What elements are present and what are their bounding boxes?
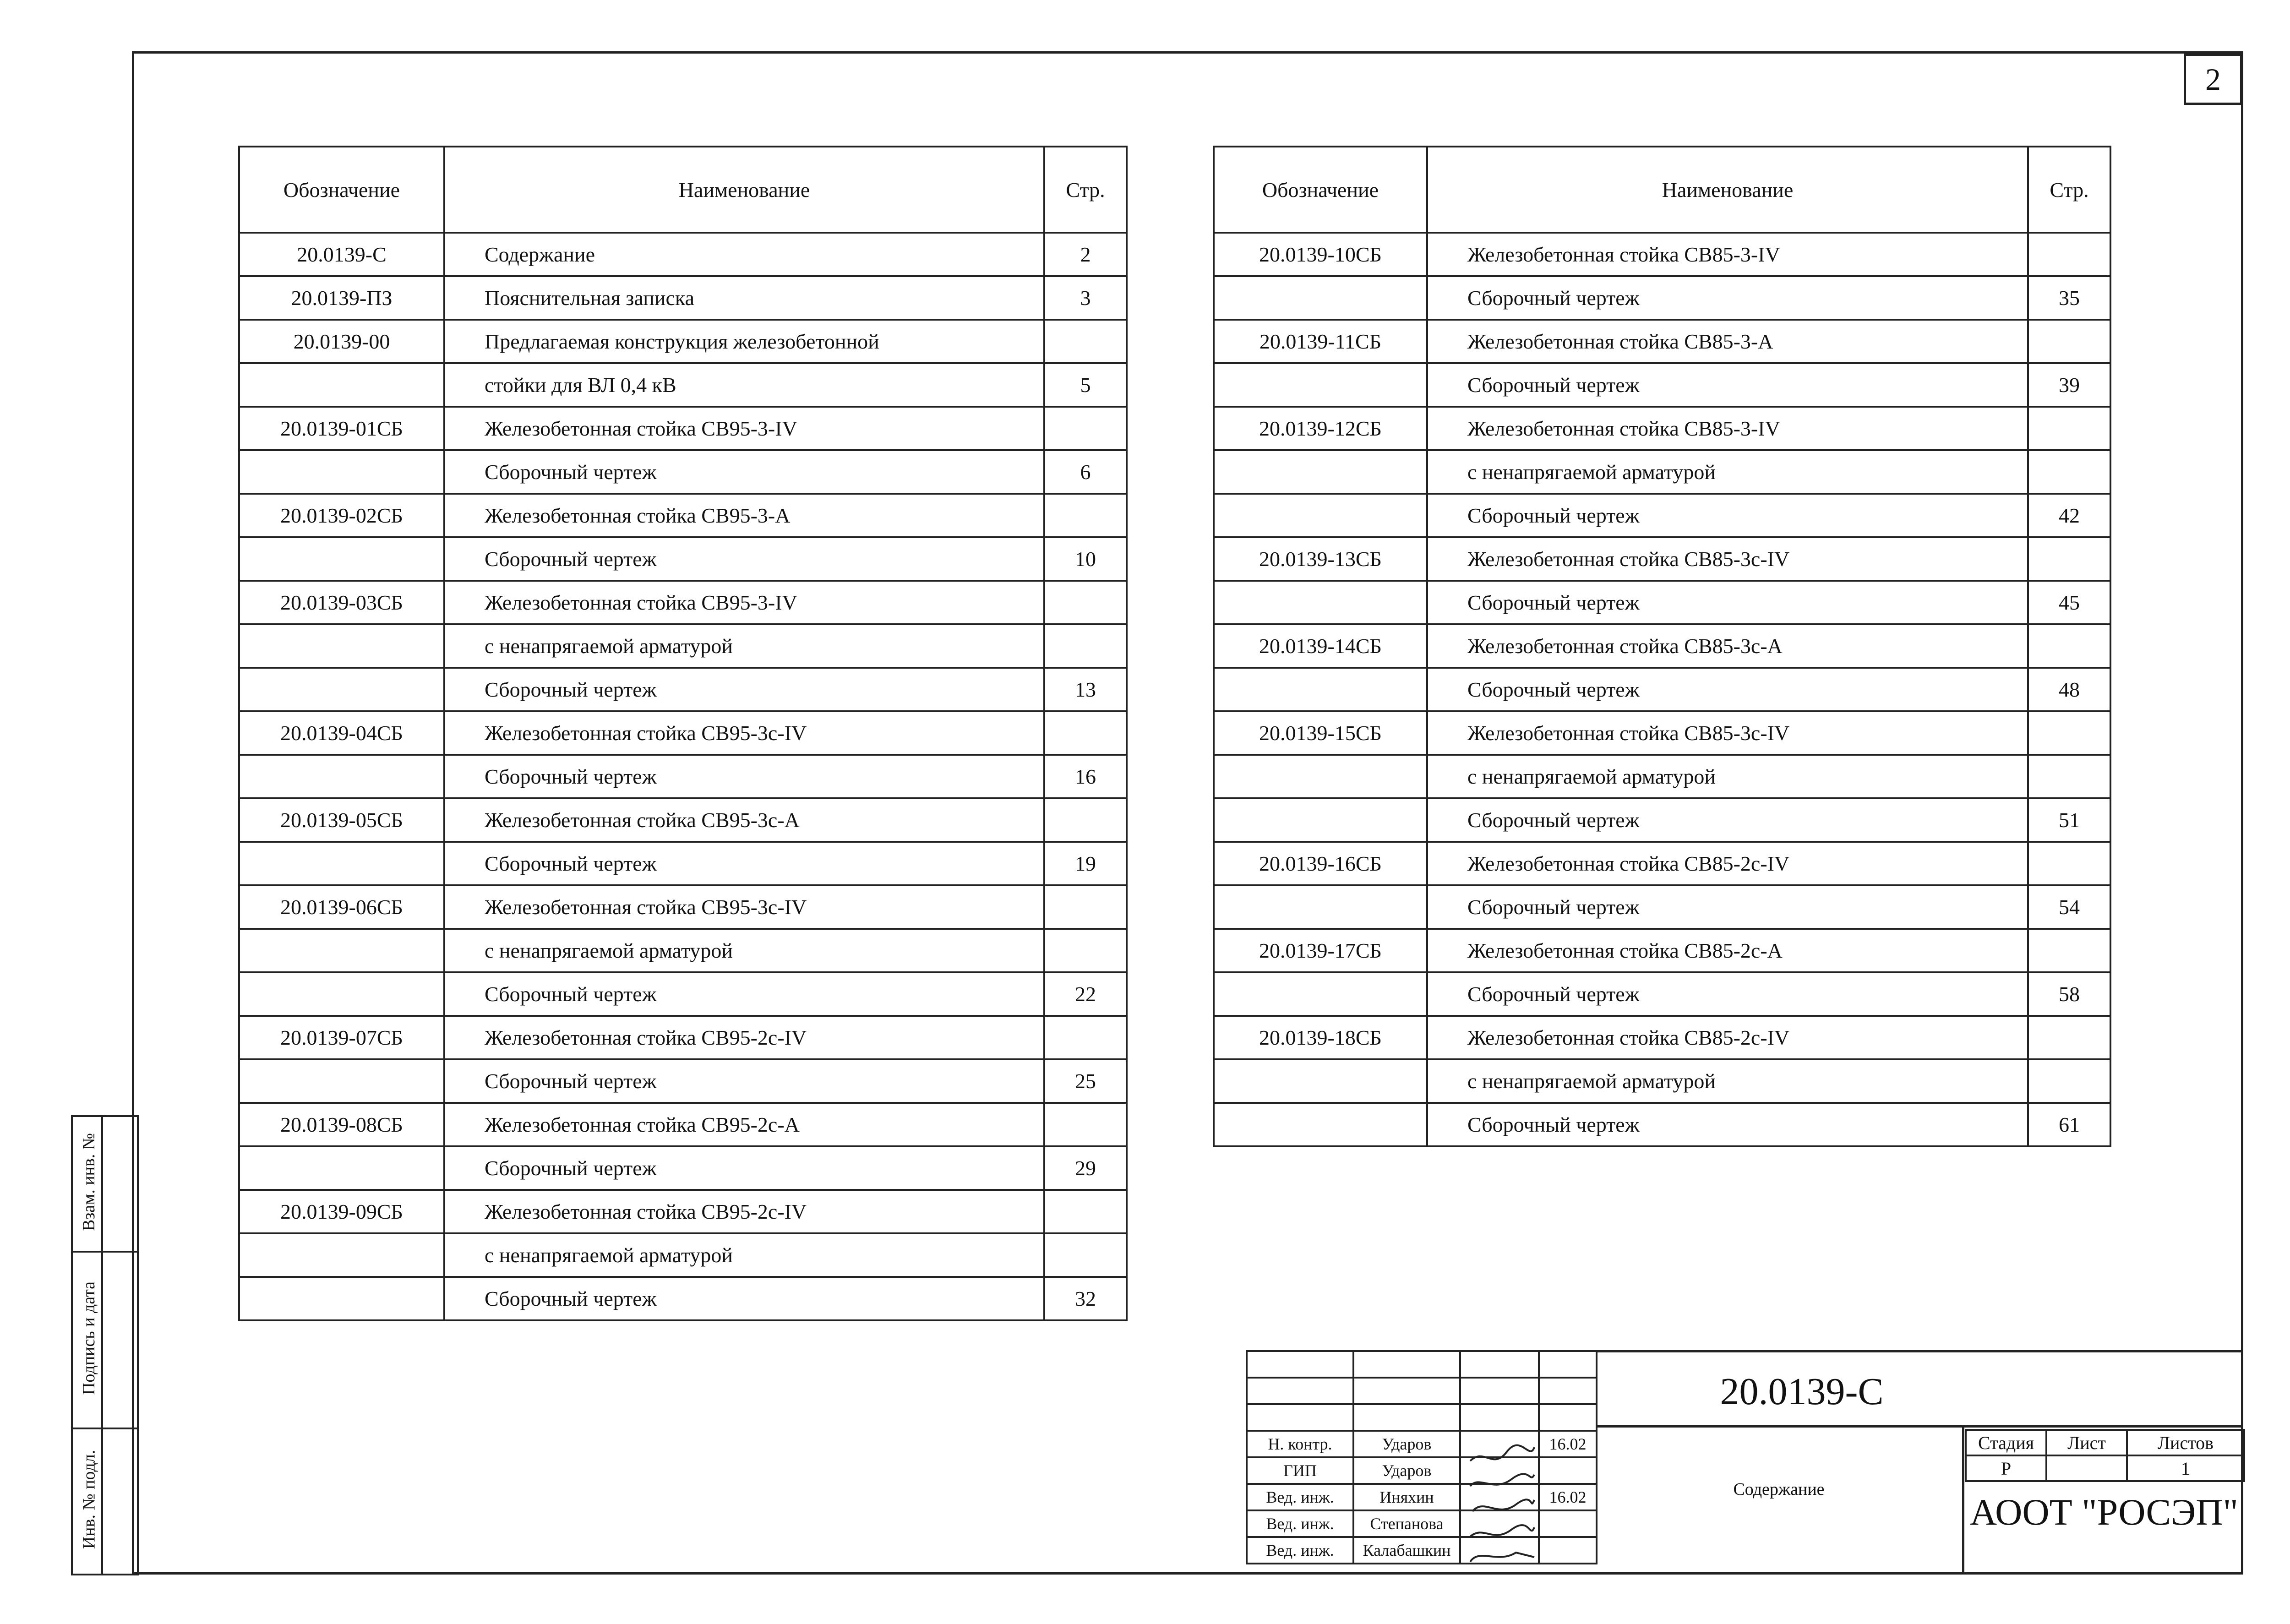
contents-table-left xyxy=(238,146,1128,1321)
cell-code: 20.0139-ПЗ xyxy=(239,276,444,320)
signer-row xyxy=(1247,1431,1597,1457)
table-row xyxy=(239,363,1127,407)
stage-sheet-table xyxy=(1965,1429,2245,1482)
title-block-signatures xyxy=(1246,1350,1598,1564)
signer-name: Калабашкин xyxy=(1353,1537,1460,1564)
cell-page: 42 xyxy=(2028,494,2110,537)
cell-page: 45 xyxy=(2028,581,2110,624)
table-row xyxy=(1214,1016,2110,1059)
cell-code xyxy=(1214,363,1427,407)
table-row xyxy=(1214,755,2110,798)
table-row xyxy=(1214,320,2110,363)
cell-code: 20.0139-12СБ xyxy=(1214,407,1427,450)
header-page: Стр. xyxy=(1044,147,1127,233)
cell-name: Железобетонная стойка СВ95-3с-А xyxy=(444,798,1044,842)
cell-code xyxy=(239,1277,444,1320)
cell-page: 13 xyxy=(1044,668,1127,711)
cell-page: 2 xyxy=(1044,233,1127,276)
cell-name: Железобетонная стойка СВ85-3с-IV xyxy=(1427,537,2028,581)
cell-code xyxy=(239,363,444,407)
header-code: Обозначение xyxy=(239,147,444,233)
table-row xyxy=(1214,711,2110,755)
cell-page xyxy=(1044,711,1127,755)
header-code: Обозначение xyxy=(1214,147,1427,233)
signer-role: Вед. инж. xyxy=(1247,1484,1353,1510)
cell-page: 3 xyxy=(1044,276,1127,320)
document-id: 20.0139-С xyxy=(1720,1370,1884,1413)
signer-date xyxy=(1539,1537,1597,1564)
vzam-inv-value-cell xyxy=(101,1115,139,1253)
table-row xyxy=(1214,407,2110,450)
sheet-value xyxy=(2046,1455,2127,1481)
cell-code xyxy=(239,624,444,668)
cell-code xyxy=(239,1059,444,1103)
cell-name: Сборочный чертеж xyxy=(1427,581,2028,624)
cell-page: 5 xyxy=(1044,363,1127,407)
stage-value: Р xyxy=(1966,1455,2046,1481)
cell-page xyxy=(2028,755,2110,798)
cell-code xyxy=(1214,1103,1427,1146)
table-row xyxy=(239,320,1127,363)
signer-name: Иняхин xyxy=(1353,1484,1460,1510)
sheet-number: 2 xyxy=(2184,54,2242,105)
cell-name: Железобетонная стойка СВ95-3с-IV xyxy=(444,885,1044,929)
table-row xyxy=(239,668,1127,711)
cell-name: Пояснительная записка xyxy=(444,276,1044,320)
cell-page xyxy=(1044,1016,1127,1059)
cell-name: Сборочный чертеж xyxy=(1427,972,2028,1016)
vzam-inv-label-cell xyxy=(71,1115,103,1253)
cell-name: Железобетонная стойка СВ95-3с-IV xyxy=(444,711,1044,755)
cell-code: 20.0139-00 xyxy=(239,320,444,363)
cell-code xyxy=(239,842,444,885)
contents-table-right xyxy=(1213,146,2111,1147)
podpis-data-label-cell xyxy=(71,1251,103,1429)
signer-date xyxy=(1539,1510,1597,1537)
signer-name: Ударов xyxy=(1353,1457,1460,1484)
cell-code: 20.0139-18СБ xyxy=(1214,1016,1427,1059)
inv-podl-value-cell xyxy=(101,1428,139,1575)
cell-name: Железобетонная стойка СВ85-3-IV xyxy=(1427,407,2028,450)
table-row xyxy=(1214,929,2110,972)
table-row xyxy=(239,624,1127,668)
podpis-data-label: Подпись и дата xyxy=(79,1281,98,1395)
cell-page xyxy=(2028,929,2110,972)
signer-date: 16.02 xyxy=(1539,1431,1597,1457)
cell-code: 20.0139-10СБ xyxy=(1214,233,1427,276)
cell-name: Сборочный чертеж xyxy=(444,537,1044,581)
cell-name: Сборочный чертеж xyxy=(444,1277,1044,1320)
cell-name: Железобетонная стойка СВ95-3-IV xyxy=(444,581,1044,624)
header-page: Стр. xyxy=(2028,147,2110,233)
table-row xyxy=(239,1103,1127,1146)
table-row xyxy=(239,1190,1127,1233)
cell-page: 51 xyxy=(2028,798,2110,842)
cell-code: 20.0139-02СБ xyxy=(239,494,444,537)
signer-name: Ударов xyxy=(1353,1431,1460,1457)
cell-code: 20.0139-15СБ xyxy=(1214,711,1427,755)
cell-name: Железобетонная стойка СВ85-3с-IV xyxy=(1427,711,2028,755)
cell-code xyxy=(239,1233,444,1277)
cell-name: с ненапрягаемой арматурой xyxy=(1427,450,2028,494)
cell-code: 20.0139-05СБ xyxy=(239,798,444,842)
cell-name: Железобетонная стойка СВ85-3-А xyxy=(1427,320,2028,363)
cell-code: 20.0139-16СБ xyxy=(1214,842,1427,885)
cell-page: 6 xyxy=(1044,450,1127,494)
cell-name: с ненапрягаемой арматурой xyxy=(1427,1059,2028,1103)
blank-row xyxy=(1247,1404,1597,1431)
cell-name: Сборочный чертеж xyxy=(444,450,1044,494)
signer-row xyxy=(1247,1510,1597,1537)
signer-role: Вед. инж. xyxy=(1247,1537,1353,1564)
cell-name: Железобетонная стойка СВ95-2с-А xyxy=(444,1103,1044,1146)
cell-code xyxy=(1214,798,1427,842)
cell-name: Сборочный чертеж xyxy=(1427,363,2028,407)
table-row xyxy=(239,1146,1127,1190)
cell-code xyxy=(239,972,444,1016)
cell-page xyxy=(2028,537,2110,581)
cell-page: 29 xyxy=(1044,1146,1127,1190)
table-row xyxy=(239,581,1127,624)
cell-code xyxy=(239,450,444,494)
table-row xyxy=(239,842,1127,885)
cell-code: 20.0139-11СБ xyxy=(1214,320,1427,363)
cell-page xyxy=(1044,320,1127,363)
inv-podl-label: Инв. № подл. xyxy=(79,1450,99,1549)
table-row xyxy=(1214,363,2110,407)
table-row xyxy=(1214,450,2110,494)
cell-code: 20.0139-03СБ xyxy=(239,581,444,624)
cell-code xyxy=(1214,885,1427,929)
signer-date xyxy=(1539,1457,1597,1484)
table-row xyxy=(239,1277,1127,1320)
cell-page xyxy=(1044,624,1127,668)
sheets-value: 1 xyxy=(2127,1455,2244,1481)
title-block-divider xyxy=(1596,1425,2243,1428)
cell-code: 20.0139-04СБ xyxy=(239,711,444,755)
cell-page xyxy=(2028,233,2110,276)
cell-name: Предлагаемая конструкция железобетонной xyxy=(444,320,1044,363)
signer-row xyxy=(1247,1457,1597,1484)
cell-page xyxy=(2028,711,2110,755)
cell-code: 20.0139-17СБ xyxy=(1214,929,1427,972)
table-row xyxy=(239,537,1127,581)
table-row xyxy=(1214,798,2110,842)
cell-page: 19 xyxy=(1044,842,1127,885)
company-name: АООТ "РОСЭП" xyxy=(1970,1491,2238,1533)
cell-page xyxy=(2028,407,2110,450)
table-row xyxy=(1214,233,2110,276)
cell-page: 39 xyxy=(2028,363,2110,407)
title-block-vertical-divider xyxy=(1962,1425,1964,1575)
signature-scribbles xyxy=(1466,1443,1539,1566)
cell-code: 20.0139-С xyxy=(239,233,444,276)
cell-page: 10 xyxy=(1044,537,1127,581)
header-name: Наименование xyxy=(444,147,1044,233)
cell-code xyxy=(239,755,444,798)
table-row xyxy=(1214,581,2110,624)
table-row xyxy=(1214,972,2110,1016)
cell-page: 54 xyxy=(2028,885,2110,929)
table-row xyxy=(239,1059,1127,1103)
cell-code xyxy=(1214,581,1427,624)
table-row xyxy=(239,711,1127,755)
cell-code xyxy=(1214,276,1427,320)
cell-name: Сборочный чертеж xyxy=(1427,798,2028,842)
cell-name: Железобетонная стойка СВ85-3-IV xyxy=(1427,233,2028,276)
table-row xyxy=(239,885,1127,929)
table-row xyxy=(239,494,1127,537)
cell-name: Сборочный чертеж xyxy=(444,972,1044,1016)
cell-code: 20.0139-08СБ xyxy=(239,1103,444,1146)
table-row xyxy=(239,276,1127,320)
sheet-title: Содержание xyxy=(1733,1480,1825,1499)
signer-row xyxy=(1247,1537,1597,1564)
cell-code: 20.0139-01СБ xyxy=(239,407,444,450)
cell-code xyxy=(1214,668,1427,711)
cell-page xyxy=(1044,407,1127,450)
table-row xyxy=(239,929,1127,972)
signer-role: ГИП xyxy=(1247,1457,1353,1484)
cell-page xyxy=(1044,798,1127,842)
table-row xyxy=(239,755,1127,798)
cell-page: 58 xyxy=(2028,972,2110,1016)
cell-name: Сборочный чертеж xyxy=(444,1146,1044,1190)
blank-row xyxy=(1247,1351,1597,1378)
table-row xyxy=(239,798,1127,842)
table-row xyxy=(1214,1103,2110,1146)
stage-label: Стадия xyxy=(1966,1430,2046,1455)
table-row xyxy=(1214,276,2110,320)
cell-page: 25 xyxy=(1044,1059,1127,1103)
cell-code: 20.0139-06СБ xyxy=(239,885,444,929)
header-name: Наименование xyxy=(1427,147,2028,233)
cell-name: Сборочный чертеж xyxy=(1427,668,2028,711)
cell-name: Железобетонная стойка СВ95-2с-IV xyxy=(444,1190,1044,1233)
left-margin-strip xyxy=(71,1115,139,1575)
table-row xyxy=(1214,537,2110,581)
signer-date: 16.02 xyxy=(1539,1484,1597,1510)
table-row xyxy=(1214,885,2110,929)
cell-page: 22 xyxy=(1044,972,1127,1016)
cell-page xyxy=(1044,581,1127,624)
cell-code xyxy=(239,1146,444,1190)
cell-name: стойки для ВЛ 0,4 кВ xyxy=(444,363,1044,407)
blank-row xyxy=(1247,1378,1597,1404)
cell-page: 48 xyxy=(2028,668,2110,711)
cell-name: Содержание xyxy=(444,233,1044,276)
cell-page xyxy=(1044,885,1127,929)
signer-name: Степанова xyxy=(1353,1510,1460,1537)
cell-name: Сборочный чертеж xyxy=(444,1059,1044,1103)
cell-code xyxy=(1214,450,1427,494)
cell-name: Железобетонная стойка СВ95-2с-IV xyxy=(444,1016,1044,1059)
cell-name: Железобетонная стойка СВ85-2с-IV xyxy=(1427,842,2028,885)
cell-page: 32 xyxy=(1044,1277,1127,1320)
cell-name: Сборочный чертеж xyxy=(1427,276,2028,320)
cell-code xyxy=(1214,494,1427,537)
cell-name: с ненапрягаемой арматурой xyxy=(444,624,1044,668)
cell-page xyxy=(2028,842,2110,885)
signer-role: Вед. инж. xyxy=(1247,1510,1353,1537)
cell-page xyxy=(2028,624,2110,668)
table-row xyxy=(239,1233,1127,1277)
table-row xyxy=(239,450,1127,494)
cell-name: с ненапрягаемой арматурой xyxy=(444,929,1044,972)
cell-name: Сборочный чертеж xyxy=(1427,1103,2028,1146)
cell-name: Сборочный чертеж xyxy=(444,755,1044,798)
cell-code xyxy=(239,537,444,581)
cell-page xyxy=(2028,1016,2110,1059)
cell-code xyxy=(239,929,444,972)
cell-name: Железобетонная стойка СВ95-3-IV xyxy=(444,407,1044,450)
cell-page xyxy=(1044,1103,1127,1146)
table-row xyxy=(1214,1059,2110,1103)
cell-code xyxy=(1214,972,1427,1016)
signer-role: Н. контр. xyxy=(1247,1431,1353,1457)
cell-code xyxy=(1214,755,1427,798)
cell-page: 61 xyxy=(2028,1103,2110,1146)
table-row xyxy=(239,1016,1127,1059)
cell-name: Железобетонная стойка СВ85-3с-А xyxy=(1427,624,2028,668)
cell-code: 20.0139-07СБ xyxy=(239,1016,444,1059)
table-row xyxy=(1214,668,2110,711)
podpis-data-value-cell xyxy=(101,1251,139,1429)
cell-code xyxy=(239,668,444,711)
cell-page xyxy=(2028,320,2110,363)
cell-name: Железобетонная стойка СВ95-3-А xyxy=(444,494,1044,537)
table-row xyxy=(1214,624,2110,668)
cell-name: Железобетонная стойка СВ85-2с-IV xyxy=(1427,1016,2028,1059)
sheets-label: Листов xyxy=(2127,1430,2244,1455)
cell-name: Сборочный чертеж xyxy=(444,842,1044,885)
cell-name: с ненапрягаемой арматурой xyxy=(1427,755,2028,798)
cell-code: 20.0139-14СБ xyxy=(1214,624,1427,668)
cell-page xyxy=(1044,1233,1127,1277)
sheet-label: Лист xyxy=(2046,1430,2127,1455)
signer-row xyxy=(1247,1484,1597,1510)
cell-page xyxy=(1044,929,1127,972)
cell-code: 20.0139-09СБ xyxy=(239,1190,444,1233)
cell-page xyxy=(2028,1059,2110,1103)
table-header-row xyxy=(1214,147,2110,233)
cell-page: 16 xyxy=(1044,755,1127,798)
table-row xyxy=(239,407,1127,450)
table-row xyxy=(239,972,1127,1016)
cell-name: с ненапрягаемой арматурой xyxy=(444,1233,1044,1277)
cell-page: 35 xyxy=(2028,276,2110,320)
cell-page xyxy=(1044,1190,1127,1233)
cell-page xyxy=(2028,450,2110,494)
table-row xyxy=(239,233,1127,276)
table-row xyxy=(1214,494,2110,537)
table-header-row xyxy=(239,147,1127,233)
cell-name: Железобетонная стойка СВ85-2с-А xyxy=(1427,929,2028,972)
cell-code xyxy=(1214,1059,1427,1103)
cell-name: Сборочный чертеж xyxy=(1427,885,2028,929)
cell-code: 20.0139-13СБ xyxy=(1214,537,1427,581)
table-row xyxy=(1214,842,2110,885)
inv-podl-label-cell xyxy=(71,1428,103,1575)
vzam-inv-label: Взам. инв. № xyxy=(79,1133,98,1232)
cell-page xyxy=(1044,494,1127,537)
cell-name: Сборочный чертеж xyxy=(1427,494,2028,537)
cell-name: Сборочный чертеж xyxy=(444,668,1044,711)
